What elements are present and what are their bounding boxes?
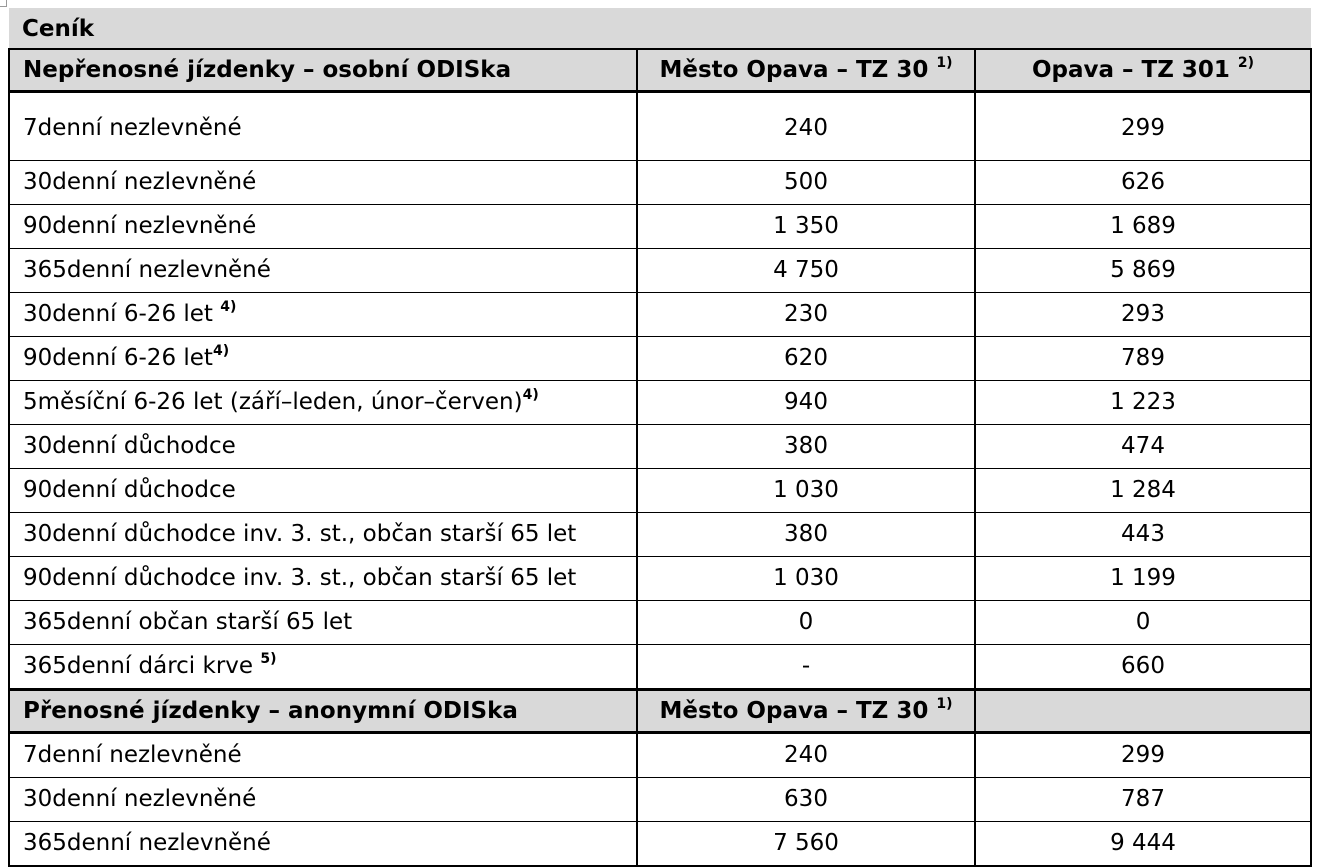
section-header-transferable xyxy=(9,690,1311,733)
footnote-ref: 4) xyxy=(220,299,237,315)
ticket-label: 90denní 6-26 let$^{4)}$ xyxy=(9,337,637,381)
price-list-table xyxy=(8,8,1312,867)
table-row xyxy=(9,381,1311,425)
ticket-label: 5měsíční 6-26 let (září–leden, únor–červen)$^{4)}$ xyxy=(9,381,637,425)
table-row xyxy=(9,469,1311,513)
price-opava-tz301: 443 xyxy=(975,513,1311,557)
price-opava-tz301: 1 284 xyxy=(975,469,1311,513)
footnote-ref: 4) xyxy=(522,387,539,403)
page-corner-mark xyxy=(0,0,7,7)
ticket-label: 365denní nezlevněné xyxy=(9,249,637,293)
table-title-row xyxy=(9,8,1311,49)
table-row xyxy=(9,601,1311,645)
price-city-opava: 7 560 xyxy=(637,822,975,867)
ticket-label: 365denní dárci krve $^{5)}$ xyxy=(9,645,637,690)
column-header-empty xyxy=(975,690,1311,733)
table-row xyxy=(9,205,1311,249)
price-city-opava: 1 030 xyxy=(637,469,975,513)
price-city-opava: 240 xyxy=(637,733,975,778)
table-row xyxy=(9,249,1311,293)
table-row xyxy=(9,337,1311,381)
table-row xyxy=(9,778,1311,822)
table-row xyxy=(9,293,1311,337)
footnote-ref: 1) xyxy=(936,54,953,71)
price-opava-tz301: 299 xyxy=(975,92,1311,161)
table-row xyxy=(9,822,1311,867)
price-opava-tz301: 1 199 xyxy=(975,557,1311,601)
price-city-opava: 630 xyxy=(637,778,975,822)
price-opava-tz301: 1 689 xyxy=(975,205,1311,249)
ticket-label: 365denní nezlevněné xyxy=(9,822,637,867)
table-row xyxy=(9,733,1311,778)
ticket-label: 30denní nezlevněné xyxy=(9,778,637,822)
price-city-opava: 940 xyxy=(637,381,975,425)
price-opava-tz301: 789 xyxy=(975,337,1311,381)
footnote-ref: 4) xyxy=(212,343,230,359)
price-city-opava: 1 030 xyxy=(637,557,975,601)
price-city-opava: 230 xyxy=(637,293,975,337)
ticket-label: 90denní důchodce inv. 3. st., občan starší 65 let xyxy=(9,557,637,601)
ticket-label: 7denní nezlevněné xyxy=(9,733,637,778)
price-city-opava: 620 xyxy=(637,337,975,381)
ticket-label: 365denní občan starší 65 let xyxy=(9,601,637,645)
section-title: Nepřenosné jízdenky – osobní ODISka xyxy=(9,49,637,92)
footnote-ref: 5) xyxy=(260,651,277,667)
price-opava-tz301: 626 xyxy=(975,161,1311,205)
table-row xyxy=(9,645,1311,690)
price-city-opava: 380 xyxy=(637,425,975,469)
price-city-opava: 500 xyxy=(637,161,975,205)
ticket-label: 30denní důchodce inv. 3. st., občan starší 65 let xyxy=(9,513,637,557)
price-opava-tz301: 0 xyxy=(975,601,1311,645)
table-row xyxy=(9,425,1311,469)
ticket-label: 30denní nezlevněné xyxy=(9,161,637,205)
column-header-city-opava: Město Opava – TZ 30 $^{1)}$ xyxy=(637,690,975,733)
price-opava-tz301: 787 xyxy=(975,778,1311,822)
ticket-label: 90denní nezlevněné xyxy=(9,205,637,249)
table-title: Ceník xyxy=(9,8,1311,49)
price-city-opava: 240 xyxy=(637,92,975,161)
price-city-opava: 4 750 xyxy=(637,249,975,293)
table-row xyxy=(9,513,1311,557)
column-header-city-opava: Město Opava – TZ 30 $^{1)}$ xyxy=(637,49,975,92)
price-opava-tz301: 1 223 xyxy=(975,381,1311,425)
price-opava-tz301: 9 444 xyxy=(975,822,1311,867)
ticket-label: 90denní důchodce xyxy=(9,469,637,513)
section-header-non-transferable xyxy=(9,49,1311,92)
price-opava-tz301: 293 xyxy=(975,293,1311,337)
price-city-opava: 1 350 xyxy=(637,205,975,249)
footnote-ref: 1) xyxy=(936,695,953,712)
price-opava-tz301: 299 xyxy=(975,733,1311,778)
ticket-label: 30denní 6-26 let $^{4)}$ xyxy=(9,293,637,337)
section-title: Přenosné jízdenky – anonymní ODISka xyxy=(9,690,637,733)
table-row xyxy=(9,557,1311,601)
price-city-opava: 380 xyxy=(637,513,975,557)
price-opava-tz301: 5 869 xyxy=(975,249,1311,293)
table-row xyxy=(9,161,1311,205)
price-city-opava: - xyxy=(637,645,975,690)
ticket-label: 30denní důchodce xyxy=(9,425,637,469)
footnote-ref: 2) xyxy=(1237,54,1255,71)
ticket-label: 7denní nezlevněné xyxy=(9,92,637,161)
column-header-opava-tz301: Opava – TZ 301 $^{2)}$ xyxy=(975,49,1311,92)
price-opava-tz301: 474 xyxy=(975,425,1311,469)
price-opava-tz301: 660 xyxy=(975,645,1311,690)
table-row xyxy=(9,92,1311,161)
price-city-opava: 0 xyxy=(637,601,975,645)
